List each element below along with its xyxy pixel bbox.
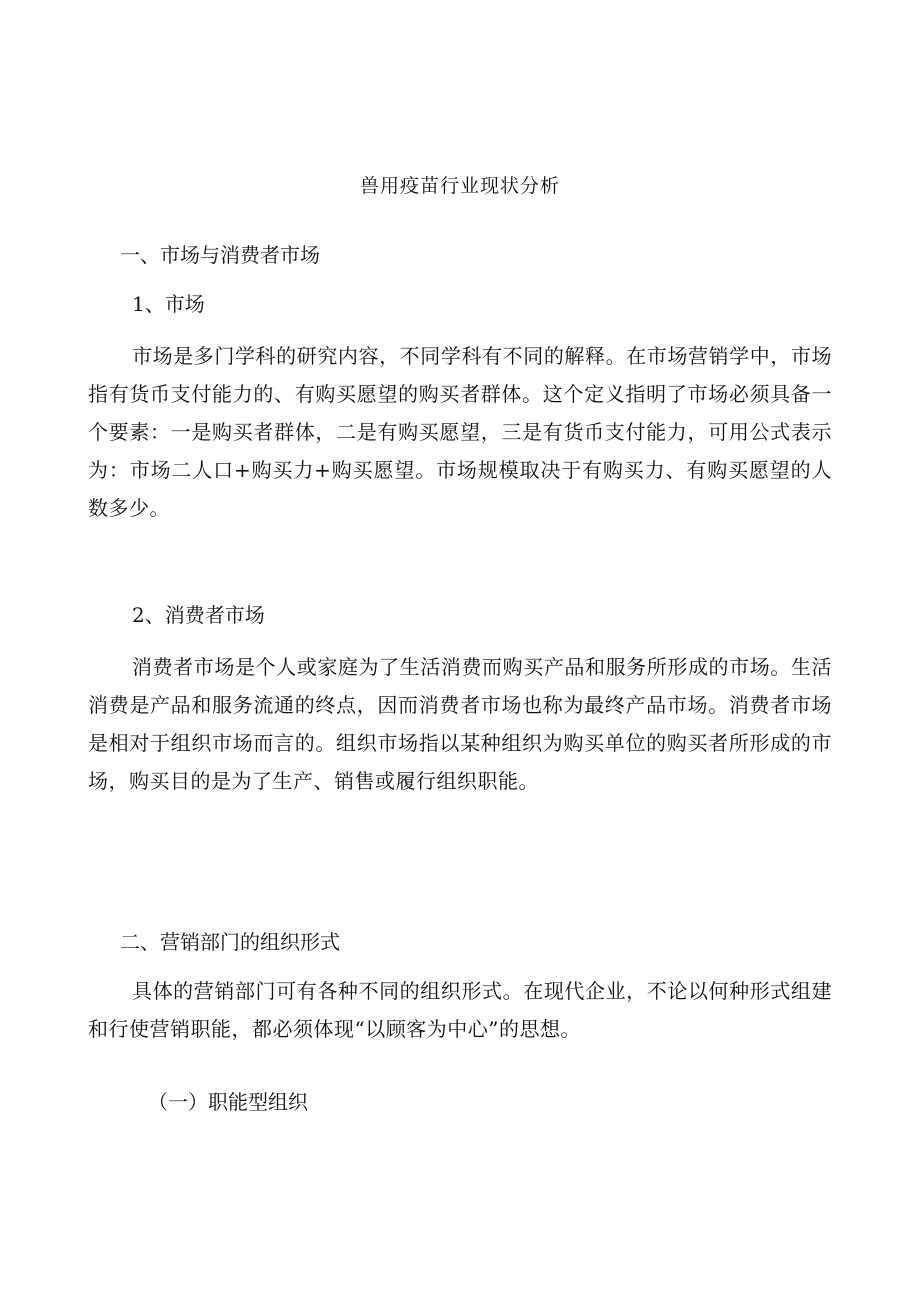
section-heading-market-and-consumer: 一、市场与消费者市场 bbox=[120, 243, 320, 267]
section-heading-marketing-org: 二、营销部门的组织形式 bbox=[120, 930, 340, 954]
document-title: 兽用疫苗行业现状分析 bbox=[359, 175, 560, 197]
subsection-heading-consumer-market: 2、消费者市场 bbox=[132, 603, 265, 627]
subsection-heading-functional-org: （一）职能型组织 bbox=[148, 1090, 308, 1114]
paragraph-market-definition: 市场是多门学科的研究内容，不同学科有不同的解释。在市场营销学中，市场指有货币支付能力的、有购买愿望的购买者群体。这个定义指明了市场必须具备一个要素：一是购买者群体，二是有购买愿望，三是有货币支付能力，可用公式表示为：市场二人口+购买力+购买愿望。市场规模取决于有购买力、有购买愿望的人数多少。 bbox=[88, 344, 832, 520]
paragraph-marketing-org: 具体的营销部门可有各种不同的组织形式。在现代企业，不论以何种形式组建和行使营销职能，都必须体现“以顾客为中心”的思想。 bbox=[88, 979, 832, 1041]
subsection-heading-market: 1、市场 bbox=[132, 292, 205, 316]
paragraph-consumer-market: 消费者市场是个人或家庭为了生活消费而购买产品和服务所形成的市场。生活消费是产品和服务流通的终点，因而消费者市场也称为最终产品市场。消费者市场是相对于组织市场而言的。组织市场指以某种组织为购买单位的购买者所形成的市场，购买目的是为了生产、销售或履行组织职能。 bbox=[88, 655, 832, 793]
